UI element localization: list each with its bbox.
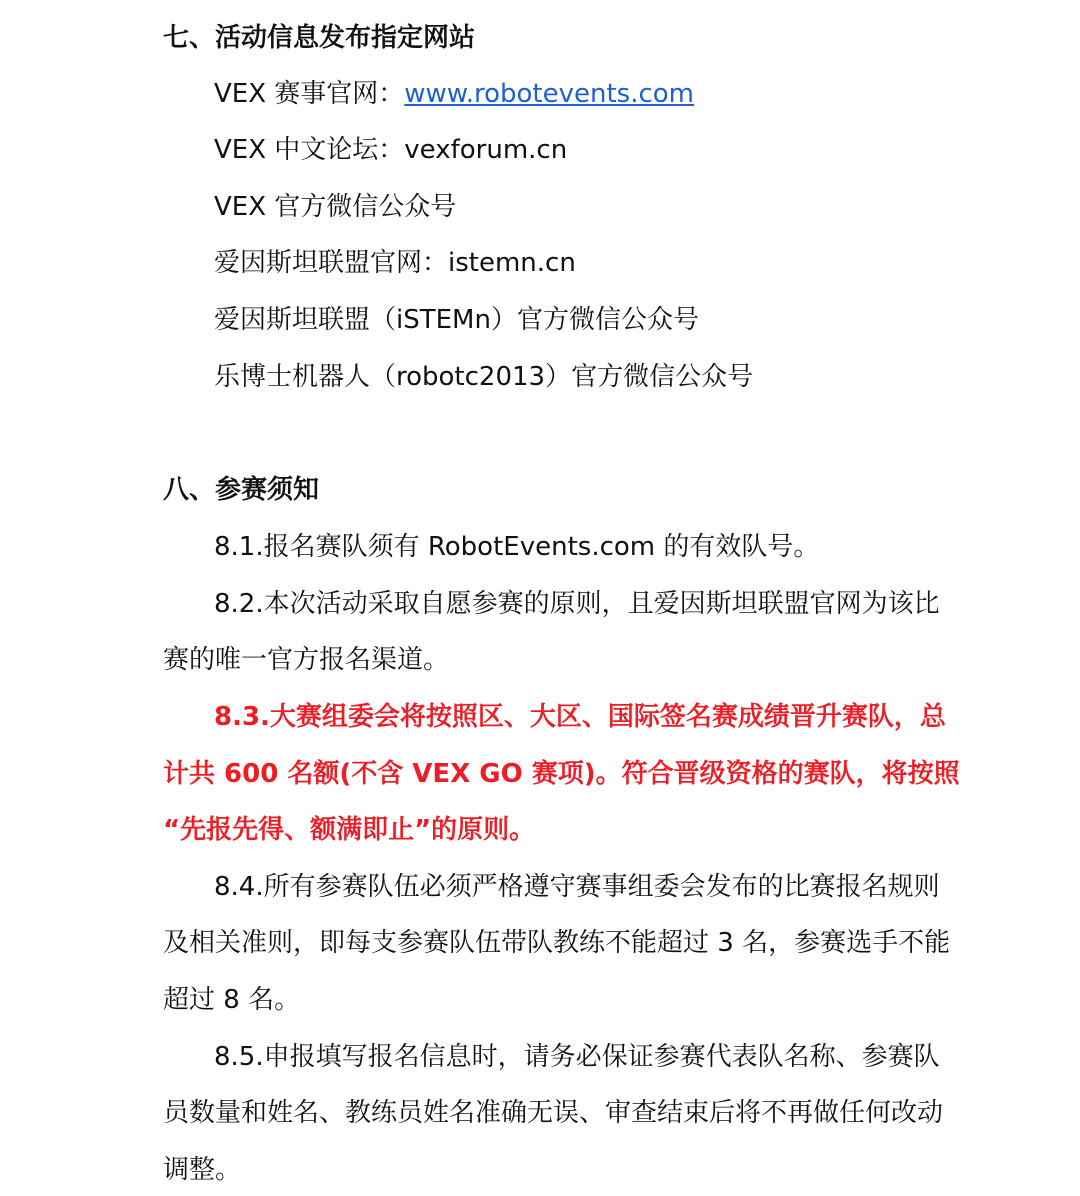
site-vex-official-label: VEX 赛事官网： bbox=[214, 79, 405, 109]
item-8-4-line-1: 8.4.所有参赛队伍必须严格遵守赛事组委会发布的比赛报名规则 bbox=[214, 872, 940, 902]
robotevents-link[interactable]: www.robotevents.com bbox=[404, 79, 694, 109]
item-8-4-line-2: 及相关准则，即每支参赛队伍带队教练不能超过 3 名，参赛选手不能 bbox=[163, 928, 951, 958]
site-robotc-wechat: 乐博士机器人（robotc2013）官方微信公众号 bbox=[214, 362, 754, 392]
site-istemn: 爱因斯坦联盟官网：istemn.cn bbox=[214, 248, 576, 278]
item-8-2-line-1: 8.2.本次活动采取自愿参赛的原则，且爱因斯坦联盟官网为该比 bbox=[214, 589, 940, 619]
section-7-heading: 七、活动信息发布指定网站 bbox=[163, 23, 476, 53]
item-8-5-line-3: 调整。 bbox=[163, 1155, 242, 1185]
item-8-1: 8.1.报名赛队须有 RobotEvents.com 的有效队号。 bbox=[214, 532, 820, 562]
site-vex-forum: VEX 中文论坛：vexforum.cn bbox=[214, 135, 568, 165]
item-8-3-line-1: 8.3.大赛组委会将按照区、大区、国际签名赛成绩晋升赛队，总 bbox=[214, 702, 946, 732]
item-8-3-line-2: 计共 600 名额(不含 VEX GO 赛项)。符合晋级资格的赛队，将按照 bbox=[163, 759, 960, 789]
site-vex-wechat: VEX 官方微信公众号 bbox=[214, 192, 457, 222]
item-8-2-line-2: 赛的唯一官方报名渠道。 bbox=[163, 645, 450, 675]
section-8-heading: 八、参赛须知 bbox=[163, 475, 320, 505]
item-8-5-line-1: 8.5.申报填写报名信息时，请务必保证参赛代表队名称、参赛队 bbox=[214, 1042, 940, 1072]
item-8-3-line-3: “先报先得、额满即止”的原则。 bbox=[163, 815, 536, 845]
item-8-4-line-3: 超过 8 名。 bbox=[163, 985, 301, 1015]
item-8-5-line-2: 员数量和姓名、教练员姓名准确无误、审查结束后将不再做任何改动 bbox=[163, 1098, 944, 1128]
site-vex-official bbox=[214, 74, 694, 114]
site-istemn-wechat: 爱因斯坦联盟（iSTEMn）官方微信公众号 bbox=[214, 305, 699, 335]
